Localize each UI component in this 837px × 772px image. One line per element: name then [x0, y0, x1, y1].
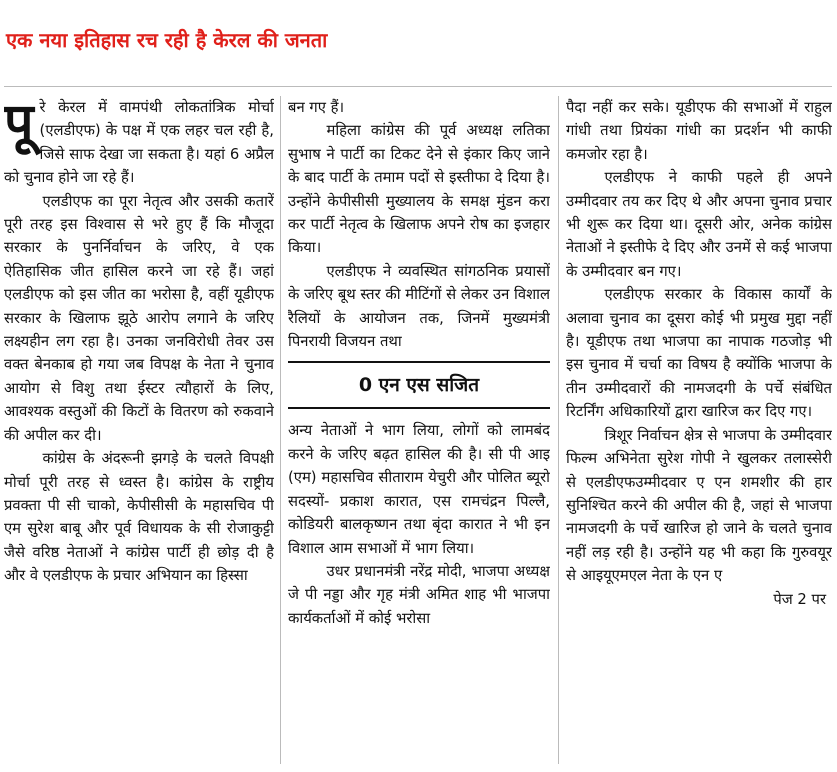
article-paragraph: पैदा नहीं कर सके। यूडीएफ की सभाओं में राहुल गांधी तथा प्रियंका गांधी का प्रदर्शन भी काफी कमजोर रहा है।: [566, 99, 832, 163]
paragraph-text: रे केरल में वामपंथी लोकतांत्रिक मोर्चा (एलडीएफ) के पक्ष में एक लहर चल रही है, जिसे साफ देखा जा सकता है। यहां 6 अप्रैल को चुनाव होने जा रहे हैं।: [4, 99, 274, 187]
continued-on-page[interactable]: पेज 2 पर: [773, 590, 826, 608]
article-paragraph: उधर प्रधानमंत्री नरेंद्र मोदी, भाजपा अध्यक्ष जे पी नड्डा और गृह मंत्री अमित शाह भी भाजपा कार्यकर्ताओं में कोई भरोसा: [288, 562, 550, 627]
byline: 0 एन एस सजित: [288, 361, 550, 409]
headline-rule: [4, 86, 832, 87]
column-divider: [558, 96, 559, 764]
column-divider: [280, 96, 281, 764]
article-paragraph: एलडीएफ ने व्यवस्थित सांगठनिक प्रयासों के जरिए बूथ स्तर की मीटिंगों से लेकर उन विशाल रैलियों के आयोजन तक, जिनमें मुख्यमंत्री पिनरायी विजयन तथा: [288, 262, 550, 351]
article-paragraph: एलडीएफ सरकार के विकास कार्यों के अलावा चुनाव का दूसरा कोई भी प्रमुख मुद्दा नहीं है। यूडीएफ तथा भाजपा का नापाक गठजोड़ भी इस चुनाव में चर्चा का विषय है क्योंकि भाजपा के तीन उम्मीदवारों की नामजदगी के पर्चे संबंधित रिटर्निंग अधिकारियों द्वारा खारिज कर दिए गए।: [566, 286, 832, 421]
article-paragraph: एलडीएफ का पूरा नेतृत्व और उसकी कतारें पूरी तरह इस विश्वास से भरे हुए हैं कि मौजूदा सरकार के पुनर्निर्वाचन के जरिए, वे एक ऐतिहासिक जीत हासिल करने जा रहे हैं। जहां एलडीएफ को इस जीत का भरोसा है, वहीं यूडीएफ सरकार के खिलाफ झूठे आरोप लगाने के जरिए लक्ष्यहीन लग रहा है। उनका जनविरोधी तेवर उस वक्त बेनकाब हो गया जब विपक्ष के नेता ने चुनाव आयोग से विशु तथा ईस्टर त्यौहारों के लिए, आवश्यक वस्तुओं की किटों के वितरण को रुकवाने की अपील कर दी।: [4, 192, 274, 444]
article-paragraph: कांग्रेस के अंदरूनी झगड़े के चलते विपक्षी मोर्चा पूरी तरह से ध्वस्त है। कांग्रेस के राष्ट्रीय प्रवक्ता पी सी चाको, केपीसीसी के महासचिव पी एम सुरेश बाबू और पूर्व विधायक के सी रोजाकुट्टी जैसे वरिष्ठ नेताओं ने कांग्रेस पार्टी ही छोड़ दी है और वे एलडीएफ के प्रचार अभियान का हिस्सा: [4, 450, 274, 585]
article-paragraph: एलडीएफ ने काफी पहले ही अपने उम्मीदवार तय कर दिए थे और अपना चुनाव प्रचार भी शुरू कर दिया था। दूसरी ओर, अनेक कांग्रेस नेताओं ने इस्तीफे दे दिए और उनमें से कई भाजपा के उम्मीदवार बन गए।: [566, 169, 832, 280]
headline: एक नया इतिहास रच रही है केरल की जनता: [6, 28, 328, 52]
article-paragraph: महिला कांग्रेस की पूर्व अध्यक्ष लतिका सुभाष ने पार्टी का टिकट देने से इंकार किए जाने के बाद पार्टी के तमाम पदों से इस्तीफा दे दिया है। उन्होंने केपीसीसी मुख्यालय के समक्ष मुंडन करा कर पार्टी नेतृत्व के खिलाफ अपने रोष का इजहार किया।: [288, 122, 550, 257]
drop-cap: पू: [4, 96, 34, 153]
article-column-2: [288, 96, 550, 766]
article-paragraph: बन गए हैं।: [288, 99, 345, 116]
article-column-1: [4, 96, 274, 766]
article-column-3: [566, 96, 832, 766]
article-paragraph: [4, 96, 274, 190]
article-paragraph: अन्य नेताओं ने भाग लिया, लोगों को लामबंद करने के जरिए बढ़त हासिल की है। सी पी आइ (एम) महासचिव सीताराम येचुरी और पोलित ब्यूरो सदस्यों- प्रकाश कारात, एस रामचंद्रन पिल्लै, कोडियरी बालकृष्णन तथा बृंदा कारात ने भी इन विशाल आम सभाओं में भाग लिया।: [288, 422, 550, 557]
article-paragraph: त्रिशूर निर्वाचन क्षेत्र से भाजपा के उम्मीदवार फिल्म अभिनेता सुरेश गोपी ने खुलकर तलास्सेरी से एलडीएफउम्मीदवार ए एन शमशीर की हार सुनिश्चित करने की अपील की है, जहां से भाजपा नामजदगी के पर्चे खारिज हो जाने के चलते चुनाव नहीं लड़ रही है। उन्होंने यह भी कहा कि गुरुवयूर से आइयूएमएल नेता के एन ए: [566, 426, 832, 585]
